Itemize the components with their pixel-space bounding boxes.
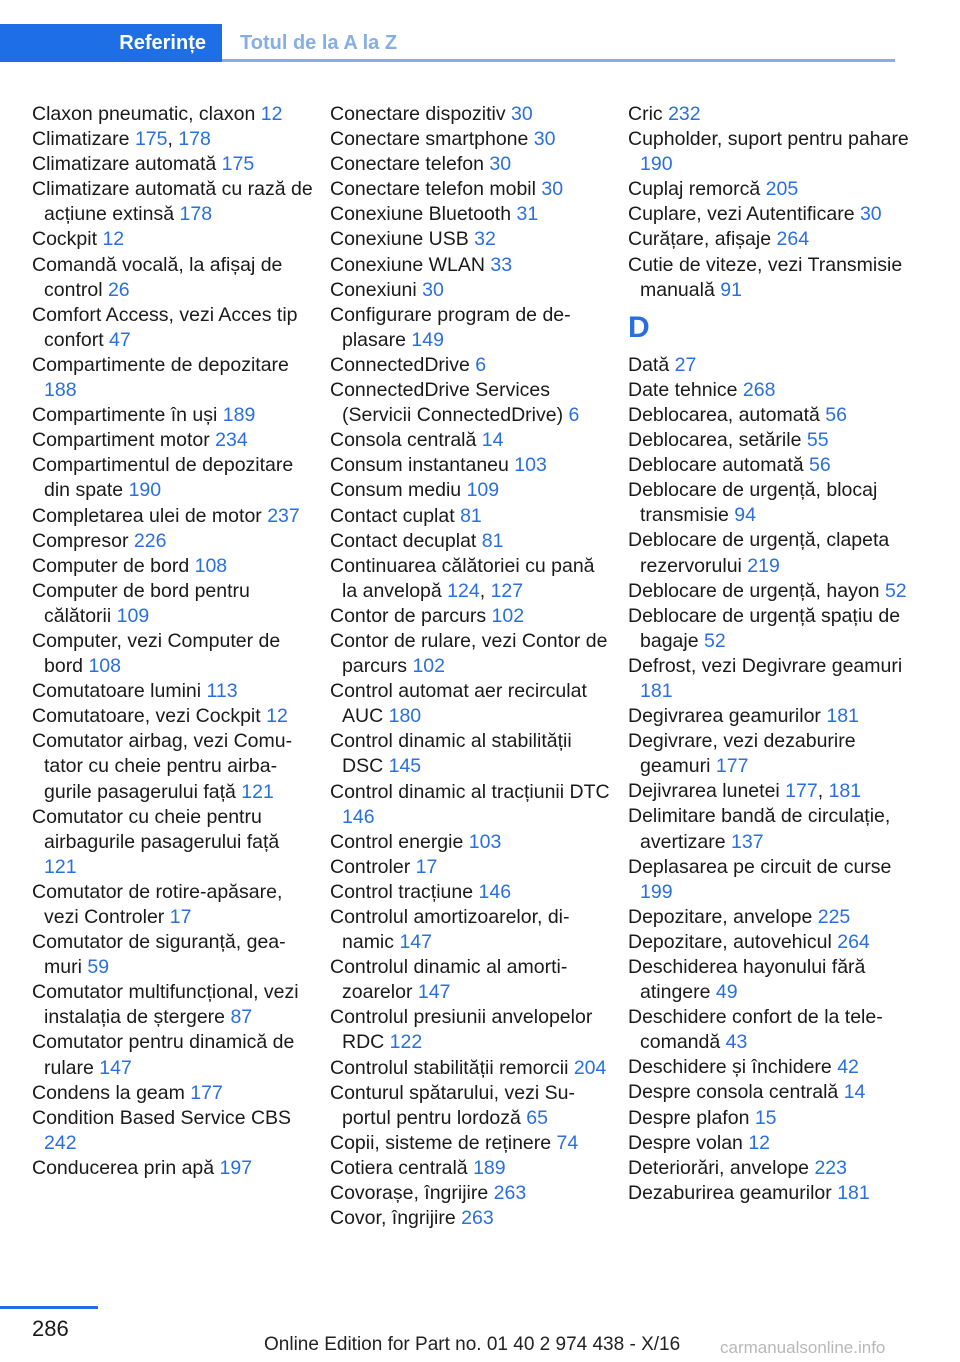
page-reference-link[interactable]: 12: [260, 103, 283, 125]
page-number: 286: [32, 1316, 69, 1341]
entry-term: Cuplare, vezi Autentificare: [628, 203, 860, 226]
entry-term: Cotiera centrală: [330, 1156, 474, 1179]
index-entry: [330, 830, 612, 855]
entry-term: Dată: [628, 353, 675, 376]
entry-term: Comutator de siguranță, geamuri: [32, 931, 286, 979]
entry-term: Comfort Access, vezi Acces tip confort: [32, 303, 298, 351]
page-reference-link[interactable]: 180: [388, 705, 422, 728]
page-reference-link[interactable]: 33: [490, 253, 513, 276]
entry-term: Comutator de rotire-apăsare, vezi Controler: [32, 880, 283, 928]
page-reference-link[interactable]: 268: [742, 378, 776, 401]
page-reference-link[interactable]: 188: [44, 379, 77, 402]
entry-term: Controlul presiunii anvelopelor RDC: [330, 1006, 593, 1054]
index-entry: [628, 227, 910, 252]
entry-term: Climatizare automată cu rază de acțiune extinsă: [32, 178, 313, 226]
entry-term: Cupholder, suport pentru pahare: [628, 128, 909, 151]
entry-term: Despre plafon: [628, 1106, 755, 1129]
page-reference-link[interactable]: 190: [640, 153, 673, 176]
index-entry: [628, 1181, 910, 1206]
page-reference-link[interactable]: 178: [179, 203, 213, 226]
index-entry: [32, 1030, 314, 1080]
index-entry: [32, 1156, 314, 1181]
entry-term: Conectare smartphone: [330, 128, 534, 151]
entry-term: Control dinamic al stabilității DSC: [330, 730, 572, 778]
page-reference-link[interactable]: 55: [806, 429, 829, 452]
page-reference-link[interactable]: 127: [490, 579, 524, 602]
index-entry: [628, 102, 910, 127]
page-reference-link[interactable]: 177: [715, 755, 749, 778]
index-entry: [32, 453, 314, 503]
index-entry: [628, 528, 910, 578]
page-reference-link[interactable]: 102: [491, 604, 525, 627]
page-reference-link[interactable]: 30: [533, 128, 556, 151]
entry-term: Compartimentul de depozitare din spate: [32, 454, 294, 502]
page-reference-link[interactable]: 121: [241, 780, 274, 803]
index-entry: [628, 654, 910, 704]
page-reference-link[interactable]: 145: [388, 755, 422, 778]
index-entry: [330, 905, 612, 955]
index-entry: [330, 1181, 612, 1206]
index-entry: [330, 303, 612, 353]
index-entry: Climatizare 175, 178: [32, 128, 211, 151]
page-reference-link[interactable]: 30: [541, 178, 564, 201]
entry-term: Compresor: [32, 529, 134, 552]
index-entry: [330, 152, 612, 177]
entry-term: Conexiune Bluetooth: [330, 203, 517, 226]
index-entry: [330, 780, 612, 830]
index-entry: [628, 704, 910, 729]
index-entry: [330, 955, 612, 1005]
page-reference-link[interactable]: 146: [478, 880, 512, 903]
page-reference-link[interactable]: 263: [493, 1182, 527, 1205]
entry-term: Deblocare de urgență, blocaj transmisie: [628, 479, 878, 527]
page-reference-link[interactable]: 109: [116, 604, 150, 627]
index-entry: [32, 227, 314, 252]
entry-term: Controler: [330, 855, 416, 878]
page-reference-link[interactable]: 74: [556, 1131, 579, 1154]
index-entry: [32, 629, 314, 679]
index-entry: [330, 1206, 612, 1231]
entry-term: Defrost, vezi Degivrare geamuri: [628, 654, 903, 677]
index-column-1: [32, 102, 314, 1181]
page-reference-link[interactable]: 87: [230, 1006, 253, 1029]
index-entry: [32, 177, 314, 227]
page-reference-link[interactable]: 137: [731, 830, 764, 853]
entry-term: Compartimente de depozitare: [32, 353, 289, 376]
page-reference-link[interactable]: 189: [473, 1156, 506, 1179]
index-entry: [330, 604, 612, 629]
entry-term: Cockpit: [32, 228, 103, 251]
page-reference-link[interactable]: 189: [222, 404, 256, 427]
watermark: carmanualsonline.info: [720, 1338, 886, 1357]
index-entry: [330, 504, 612, 529]
page-reference-link[interactable]: 264: [837, 930, 870, 953]
tab-totul-de-la-a-la-z[interactable]: Totul de la A la Z: [240, 31, 398, 54]
entry-term: Consum instantaneu: [330, 454, 515, 477]
page-reference-link[interactable]: 47: [109, 328, 131, 351]
page-reference-link[interactable]: 181: [837, 1181, 870, 1204]
page-reference-link[interactable]: 30: [859, 203, 882, 226]
edition-note: Online Edition for Part no. 01 40 2 974 438 - X/16: [264, 1334, 681, 1355]
index-entry: [330, 177, 612, 202]
index-column-2: [330, 102, 612, 1231]
entry-term: ConnectedDrive: [330, 353, 476, 376]
index-entry: [628, 353, 910, 378]
index-entry: [628, 1156, 910, 1181]
entry-term: Claxon pneumatic, claxon: [32, 103, 261, 125]
entry-term: Depozitare, autovehicul: [628, 930, 838, 953]
entry-term: Control dinamic al tracțiunii DTC: [330, 780, 610, 803]
index-entry: [330, 880, 612, 905]
index-entry: [628, 905, 910, 930]
page-reference-link[interactable]: 14: [843, 1081, 866, 1104]
page-reference-link[interactable]: 177: [785, 780, 818, 803]
index-entry: [32, 579, 314, 629]
page-reference-link[interactable]: 177: [190, 1081, 223, 1104]
page-reference-link[interactable]: 26: [107, 278, 130, 301]
page-reference-link[interactable]: 81: [460, 504, 482, 527]
page-reference-link[interactable]: 263: [461, 1207, 494, 1230]
entry-term: Conturul spătarului, vezi Suportul pentru lordoză: [330, 1081, 575, 1129]
entry-term: Condition Based Service CBS: [32, 1106, 292, 1129]
page-reference-link[interactable]: 175: [134, 128, 168, 151]
entry-term: Contact decuplat: [330, 529, 482, 552]
page-reference-link[interactable]: 6: [475, 353, 487, 376]
index-entry: Continuarea călătoriei cu pană la anvelopă 124, 127: [330, 554, 595, 602]
entry-term: Depozitare, anvelope: [628, 905, 818, 928]
entry-term: Date tehnice: [628, 378, 743, 401]
entry-term: Continuarea călătoriei cu pană la anvelopă: [330, 554, 595, 602]
index-entry: [330, 353, 612, 378]
entry-term: Despre volan: [628, 1131, 749, 1154]
index-entry: [32, 880, 314, 930]
index-column-3: [628, 102, 910, 1206]
entry-term: Control tracțiune: [330, 880, 479, 903]
index-entry: [32, 504, 314, 529]
index-entry: [628, 579, 910, 604]
entry-term: Conectare dispozitiv: [330, 103, 512, 125]
page-reference-link[interactable]: 225: [817, 905, 851, 928]
page-reference-link[interactable]: 6: [568, 404, 580, 427]
entry-term: Completarea ulei de motor: [32, 504, 268, 527]
entry-term: Climatizare automată: [32, 153, 222, 176]
entry-term: Computer de bord pentru călătorii: [32, 579, 250, 627]
index-entry: [628, 604, 910, 654]
entry-term: Conexiune USB: [330, 228, 475, 251]
index-entry: [330, 202, 612, 227]
entry-term: Consum mediu: [330, 479, 467, 502]
entry-term: Controlul stabilității remorcii: [330, 1056, 574, 1079]
index-entry: [628, 804, 910, 854]
index-entry: Dejivrarea lunetei 177, 181: [628, 780, 862, 803]
index-entry: [32, 403, 314, 428]
page-reference-link[interactable]: 52: [703, 629, 726, 652]
index-entry: [628, 1055, 910, 1080]
entry-term: Conducerea prin apă: [32, 1156, 220, 1179]
page-reference-link[interactable]: 12: [748, 1131, 771, 1154]
entry-term: Computer de bord: [32, 554, 195, 577]
page-reference-link[interactable]: 91: [720, 278, 742, 301]
page-reference-link[interactable]: 181: [826, 705, 859, 728]
entry-term: Degivrare, vezi dezaburire geamuri: [628, 730, 856, 778]
page-reference-link[interactable]: 27: [674, 353, 697, 376]
page-reference-link[interactable]: 49: [715, 981, 738, 1004]
page-reference-link[interactable]: 124: [447, 579, 480, 602]
index-entry: [628, 855, 910, 905]
index-entry: [330, 729, 612, 779]
page-reference-link[interactable]: 43: [725, 1031, 748, 1054]
entry-term: Control energie: [330, 830, 469, 853]
index-entry: [32, 428, 314, 453]
page-reference-link[interactable]: 56: [825, 403, 847, 426]
index-entry: [628, 1005, 910, 1055]
entry-term: Control automat aer recirculat AUC: [330, 680, 587, 728]
index-entry: [330, 478, 612, 503]
index-entry: [628, 127, 910, 177]
entry-term: Compartiment motor: [32, 429, 216, 452]
page-reference-link[interactable]: 121: [44, 855, 77, 878]
entry-term: Covorașe, îngrijire: [330, 1182, 494, 1205]
page-reference-link[interactable]: 242: [44, 1131, 77, 1154]
page-reference-link[interactable]: 59: [87, 956, 110, 979]
entry-term: Comutator cu cheie pentru airbagurile pasagerului față: [32, 805, 280, 853]
index-entry: [628, 378, 910, 403]
footer-accent-line: [0, 1306, 98, 1309]
index-entry: [32, 679, 314, 704]
index-entry: [32, 529, 314, 554]
page-reference-link[interactable]: 12: [102, 228, 125, 251]
index-entry: [628, 403, 910, 428]
page-reference-link[interactable]: 147: [399, 931, 432, 954]
index-entry: [32, 253, 314, 303]
page-reference-link[interactable]: 147: [417, 981, 451, 1004]
page-reference-link[interactable]: 32: [474, 228, 496, 251]
page-reference-link[interactable]: 122: [389, 1031, 423, 1054]
entry-term: Compartimente în uși: [32, 404, 223, 427]
index-entry: [32, 102, 314, 127]
page-reference-link[interactable]: 197: [219, 1156, 253, 1179]
index-entry: [330, 1081, 612, 1131]
index-entry: [32, 1081, 314, 1106]
page-reference-link[interactable]: 204: [573, 1056, 607, 1079]
page-reference-link[interactable]: 52: [884, 579, 907, 602]
page-reference-link[interactable]: 219: [747, 554, 780, 577]
index-entry: [330, 529, 612, 554]
entry-term: Dejivrarea lunetei: [628, 780, 786, 803]
page-reference-link[interactable]: 17: [415, 855, 438, 878]
page-reference-link[interactable]: 237: [267, 504, 300, 527]
page-reference-link[interactable]: 109: [466, 479, 500, 502]
index-entry: [32, 303, 314, 353]
page-reference-link[interactable]: 56: [809, 454, 831, 477]
index-entry: [330, 855, 612, 880]
entry-term: Consola centrală: [330, 429, 482, 452]
entry-term: Conexiuni: [330, 278, 423, 301]
header-divider: [222, 59, 895, 62]
index-entry: [628, 729, 910, 779]
entry-term: Comutatoare lumini: [32, 680, 207, 703]
index-entry: [628, 453, 910, 478]
entry-term: Contact cuplat: [330, 504, 461, 527]
entry-term: Controlul dinamic al amortizoarelor: [330, 956, 568, 1004]
index-entry: [330, 453, 612, 478]
index-entry: [628, 202, 910, 227]
index-entry: [330, 253, 612, 278]
entry-term: Curățare, afișaje: [628, 228, 777, 251]
index-entry: [32, 554, 314, 579]
header-tabs: [0, 24, 895, 62]
page-reference-link[interactable]: 181: [828, 780, 862, 803]
entry-term: Delimitare bandă de circulație, avertizare: [628, 805, 891, 853]
page-reference-link[interactable]: 30: [489, 153, 512, 176]
page-reference-link[interactable]: 12: [266, 705, 288, 728]
entry-term: Dezaburirea geamurilor: [628, 1181, 838, 1204]
entry-term: Configurare program de deplasare: [330, 303, 571, 351]
index-entry: [628, 428, 910, 453]
index-entry: [32, 704, 314, 729]
entry-term: Computer, vezi Computer de bord: [32, 629, 281, 678]
entry-term: Deteriorări, anvelope: [628, 1156, 815, 1179]
entry-term: Conectare telefon mobil: [330, 178, 542, 201]
index-entry: [628, 253, 910, 303]
index-entry: [32, 930, 314, 980]
index-entry: [330, 127, 612, 152]
page-reference-link[interactable]: 108: [194, 554, 228, 577]
entry-term: Deblocare automată: [628, 454, 810, 477]
entry-term: Comandă vocală, la afișaj de control: [32, 253, 283, 301]
index-entry: [330, 679, 612, 729]
page-reference-link[interactable]: 65: [526, 1106, 548, 1129]
page-reference-link[interactable]: 199: [640, 880, 673, 903]
entry-term: Climatizare: [32, 128, 135, 151]
page-reference-link[interactable]: 181: [640, 679, 673, 702]
tab-referinte[interactable]: Referințe: [0, 24, 222, 62]
page-reference-link[interactable]: 234: [215, 429, 248, 452]
page-reference-link[interactable]: 17: [169, 906, 192, 928]
page-reference-link[interactable]: 147: [99, 1056, 132, 1079]
entry-term: Comutator pentru dinamică de rulare: [32, 1031, 295, 1079]
page-reference-link[interactable]: 178: [178, 128, 211, 151]
page-reference-link[interactable]: 223: [814, 1156, 847, 1179]
index-entry: [330, 278, 612, 303]
entry-term: Deblocarea, automată: [628, 403, 826, 426]
index-entry: [32, 353, 314, 403]
entry-term: Conectare telefon: [330, 153, 490, 176]
entry-term: Deblocare de urgență spațiu de bagaje: [628, 604, 901, 652]
page-reference-link[interactable]: 146: [342, 805, 375, 828]
entry-term: Despre consola centrală: [628, 1081, 844, 1104]
index-entry: [32, 980, 314, 1030]
page-reference-link[interactable]: 232: [668, 103, 701, 125]
page-reference-link[interactable]: 149: [411, 328, 444, 351]
index-entry: [32, 1106, 314, 1156]
entry-term: Contor de rulare, vezi Contor de parcurs: [330, 629, 608, 678]
entry-term: Comutator airbag, vezi Comutator cu cheie pentru airbagurile pasagerului față: [32, 730, 293, 803]
page-reference-link[interactable]: 205: [765, 178, 799, 201]
page-reference-link[interactable]: 175: [221, 153, 255, 176]
page-reference-link[interactable]: 102: [412, 655, 445, 678]
page-reference-link[interactable]: 15: [754, 1106, 777, 1129]
entry-term: Conexiune WLAN: [330, 253, 491, 276]
index-entry: [330, 227, 612, 252]
index-entry: [330, 428, 612, 453]
entry-term: Controlul amortizoarelor, dinamic: [330, 906, 570, 954]
page-reference-link[interactable]: 190: [128, 479, 162, 502]
index-entry: [32, 805, 314, 880]
entry-term: Condens la geam: [32, 1081, 191, 1104]
index-entry: [330, 1005, 612, 1055]
index-entry: [330, 1056, 612, 1081]
page-reference-link[interactable]: 14: [481, 429, 504, 452]
entry-term: Deschidere și închidere: [628, 1056, 838, 1079]
entry-term: ConnectedDrive Services (Servicii ConnectedDrive): [330, 379, 569, 427]
entry-term: Comutatoare, vezi Cockpit: [32, 705, 267, 728]
page-reference-link[interactable]: 30: [422, 278, 444, 301]
entry-term: Deschidere confort de la telecomandă: [628, 1006, 883, 1054]
index-entry: [330, 629, 612, 679]
index-entry: [628, 478, 910, 528]
index-entry: [628, 1131, 910, 1156]
entry-term: Copii, sisteme de reținere: [330, 1131, 557, 1154]
index-entry: [628, 955, 910, 1005]
index-entry: [330, 378, 612, 428]
page-reference-link[interactable]: 103: [468, 830, 502, 853]
page-reference-link[interactable]: 81: [481, 529, 504, 552]
entry-term: Comutator multifuncțional, vezi instalația de ștergere: [32, 981, 299, 1029]
entry-term: Deblocare de urgență, hayon: [628, 579, 885, 602]
index-entry: [330, 1156, 612, 1181]
entry-term: Deblocarea, setările: [628, 429, 807, 452]
index-entry: [628, 930, 910, 955]
index-entry: [330, 102, 612, 127]
entry-term: Contor de parcurs: [330, 604, 492, 627]
index-entry: [330, 1131, 612, 1156]
index-entry: [628, 1106, 910, 1131]
entry-term: Deblocare de urgență, clapeta rezervorului: [628, 529, 890, 577]
entry-term: Cuplaj remorcă: [628, 178, 766, 201]
entry-term: Cutie de viteze, vezi Transmisie manuală: [628, 253, 903, 301]
index-entry: [628, 177, 910, 202]
entry-term: Degivrarea geamurilor: [628, 705, 827, 728]
page-reference-link[interactable]: 264: [776, 228, 810, 251]
page-reference-link[interactable]: 103: [514, 454, 547, 477]
page-reference-link[interactable]: 42: [837, 1056, 859, 1079]
page-reference-link[interactable]: 113: [206, 680, 238, 703]
page-reference-link[interactable]: 226: [133, 529, 167, 552]
section-letter: D: [628, 310, 650, 344]
page-reference-link[interactable]: 30: [511, 103, 533, 125]
page-reference-link[interactable]: 31: [516, 203, 539, 226]
entry-term: Cric: [628, 103, 669, 125]
entry-term: Deschiderea hayonului fără atingere: [628, 956, 866, 1004]
page-reference-link[interactable]: 108: [88, 655, 121, 678]
index-entry: [32, 729, 314, 804]
entry-term: Deplasarea pe circuit de curse: [628, 855, 892, 878]
index-entry: [628, 1080, 910, 1105]
index-entry: [32, 152, 314, 177]
page-reference-link[interactable]: 94: [734, 504, 756, 527]
entry-term: Covor, îngrijire: [330, 1207, 462, 1230]
